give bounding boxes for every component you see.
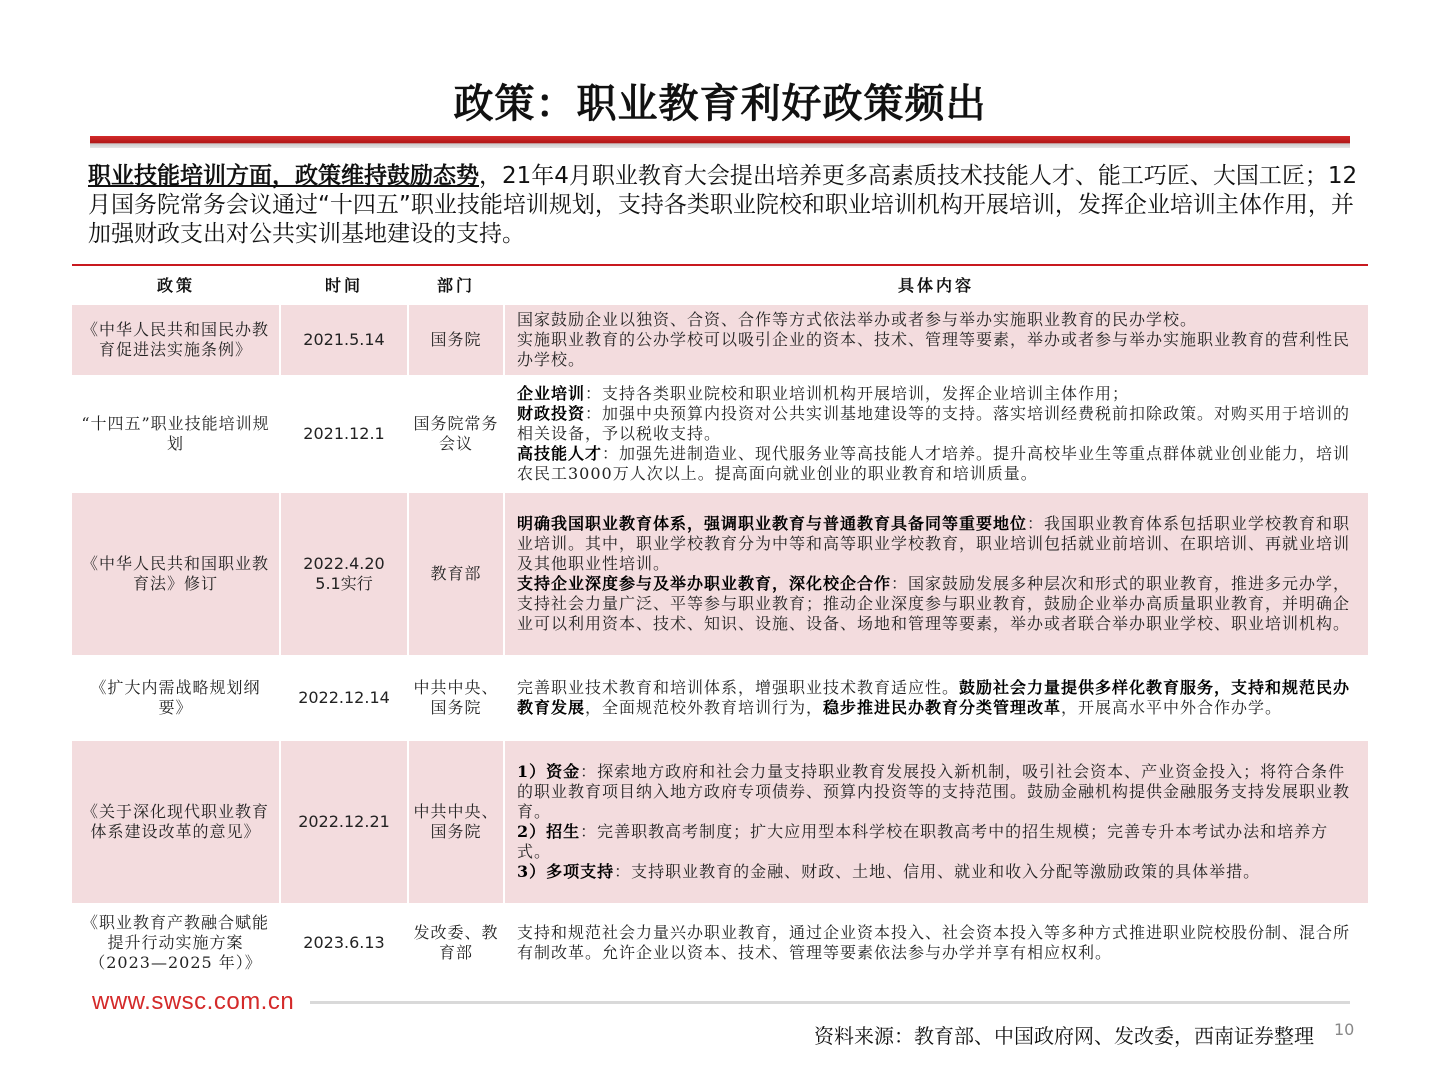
- footer-divider: [310, 1001, 1350, 1004]
- row-policy: “十四五”职业技能培训规划: [72, 376, 280, 492]
- content-line: [517, 822, 1356, 862]
- content-line: [517, 678, 1356, 718]
- content-line: [517, 384, 1356, 404]
- row-time: 2021.12.1: [280, 376, 408, 492]
- row-time: [280, 492, 408, 656]
- intro-paragraph: [88, 162, 1363, 249]
- content-text: ：加强先进制造业、现代服务业等高技能人才培养。提升高校毕业生等重点群体就业创业能力，培训农民工3000万人次以上。提高面向就业创业的职业教育和培训质量。: [517, 444, 1351, 483]
- table-row: [72, 740, 1368, 904]
- row-dept: 教育部: [408, 492, 504, 656]
- content-line: [517, 862, 1356, 882]
- row-content: [504, 740, 1368, 904]
- table-header-row: [72, 266, 1368, 304]
- row-policy: 《中华人民共和国民办教育促进法实施条例》: [72, 304, 280, 376]
- content-bold: 财政投资: [517, 404, 586, 423]
- row-time: 2022.12.21: [280, 740, 408, 904]
- content-text: ：支持职业教育的金融、财政、土地、信用、就业和收入分配等激励政策的具体举措。: [614, 862, 1261, 881]
- content-line: 支持和规范社会力量兴办职业教育，通过企业资本投入、社会资本投入等多种方式推进职业院校股份制、混合所有制改革。允许企业以资本、技术、管理等要素依法参与办学并享有相应权利。: [517, 922, 1351, 962]
- table-row: [72, 492, 1368, 656]
- row-dept: 中共中央、国务院: [408, 740, 504, 904]
- row-time-effective: 5.1实行: [315, 574, 373, 593]
- content-text: 完善职业技术教育和培训体系，增强职业技术教育适应性。: [517, 678, 960, 697]
- content-line: [517, 574, 1364, 634]
- row-dept: 发改委、教育部: [408, 904, 504, 980]
- intro-text: ，21年4月职业教育大会提出培养更多高素质技术技能人才、能工巧匠、大国工匠；12月国务院常务会议通过“十四五”职业技能培训规划，支持各类职业院校和职业培训机构开展培训，发挥企业培训主体作用，并加强财政支出对公共实训基地建设的支持。: [88, 163, 1358, 247]
- row-policy: 《职业教育产教融合赋能提升行动实施方案（2023—2025 年）》: [72, 904, 280, 980]
- header-content: 具体内容: [897, 276, 974, 295]
- content-text: ：探索地方政府和社会力量支持职业教育发展投入新机制，吸引社会资本、产业资金投入；将符合条件的职业教育项目纳入地方政府专项债券、预算内投资等的支持范围。鼓励金融机构提供金融服务支持发展职业教育。: [517, 762, 1351, 821]
- row-dept: 国务院: [408, 304, 504, 376]
- content-bold: 企业培训: [517, 384, 586, 403]
- page-number: 10: [1334, 1020, 1355, 1039]
- content-bold: 支持企业深度参与及举办职业教育，深化校企合作: [517, 574, 892, 593]
- content-line: [517, 514, 1364, 574]
- row-time: 2021.5.14: [280, 304, 408, 376]
- table-row: [72, 656, 1368, 740]
- footer-url-link[interactable]: www.swsc.com.cn: [92, 988, 295, 1015]
- source-note: 资料来源：教育部、中国政府网、发改委，西南证券整理: [814, 1024, 1314, 1048]
- content-text: ：加强中央预算内投资对公共实训基地建设等的支持。落实培训经费税前扣除政策。对购买用于培训的相关设备，予以税收支持。: [517, 404, 1351, 443]
- content-bold: 1）资金: [517, 762, 581, 781]
- row-time: 2023.6.13: [280, 904, 408, 980]
- content-bold: 3）多项支持: [517, 862, 615, 881]
- table-row: [72, 376, 1368, 492]
- content-line: [517, 762, 1356, 822]
- content-bold: 鼓励社会力量提供多样化教育服务，支持和规范民办教育发展: [517, 678, 1351, 717]
- content-bold: 高技能人才: [517, 444, 603, 463]
- row-policy: 《扩大内需战略规划纲要》: [72, 656, 280, 740]
- content-text: ，全面规范校外教育培训行为，: [585, 698, 824, 717]
- content-text: ：国家鼓励发展多种层次和形式的职业教育，推进多元办学，支持社会力量广泛、平等参与职业教育；推动企业深度参与职业教育，鼓励企业举办高质量职业教育，并明确企业可以利用资本、技术、知识、设施、设备、场地和管理等要素，举办或者联合举办职业学校、职业培训机构。: [517, 574, 1351, 633]
- content-text: ，开展高水平中外合作办学。: [1061, 698, 1283, 717]
- content-bold: 稳步推进民办教育分类管理改革: [823, 698, 1062, 717]
- content-line: 国家鼓励企业以独资、合资、合作等方式依法举办或者参与举办实施职业教育的民办学校。: [517, 310, 1198, 329]
- row-content: [504, 492, 1368, 656]
- content-line: [517, 444, 1356, 484]
- page-title: 政策：职业教育利好政策频出: [453, 81, 987, 127]
- content-text: ：我国职业教育体系包括职业学校教育和职业培训。其中，职业学校教育分为中等和高等职业学校教育，职业培训包括就业前培训、在职培训、再就业培训及其他职业性培训。: [517, 514, 1351, 573]
- header-policy: 政策: [156, 276, 195, 295]
- row-policy: 《关于深化现代职业教育体系建设改革的意见》: [72, 740, 280, 904]
- row-content: [504, 376, 1368, 492]
- row-time-date: 2022.4.20: [303, 554, 385, 573]
- row-time: 2022.12.14: [280, 656, 408, 740]
- content-text: ：支持各类职业院校和职业培训机构开展培训，发挥企业培训主体作用；: [585, 384, 1130, 403]
- header-dept: 部门: [436, 276, 475, 295]
- row-content: [504, 904, 1368, 980]
- header-time: 时间: [324, 276, 363, 295]
- row-content: [504, 304, 1368, 376]
- table-row: [72, 304, 1368, 376]
- row-policy: 《中华人民共和国职业教育法》修订: [72, 492, 280, 656]
- content-bold: 2）招生: [517, 822, 581, 841]
- policy-table: [72, 264, 1368, 980]
- content-line: 实施职业教育的公办学校可以吸引企业的资本、技术、管理等要素，举办或者参与举办实施职业教育的营利性民办学校。: [517, 330, 1351, 369]
- row-dept: 国务院常务会议: [408, 376, 504, 492]
- row-content: [504, 656, 1368, 740]
- table-row: [72, 904, 1368, 980]
- title-divider: [90, 136, 1350, 148]
- content-text: ：完善职教高考制度；扩大应用型本科学校在职教高考中的招生规模；完善专升本考试办法和培养方式。: [517, 822, 1329, 861]
- intro-lead: 职业技能培训方面，政策维持鼓励态势: [88, 163, 479, 189]
- row-dept: 中共中央、国务院: [408, 656, 504, 740]
- content-bold: 明确我国职业教育体系，强调职业教育与普通教育具备同等重要地位: [517, 514, 1028, 533]
- content-line: [517, 404, 1356, 444]
